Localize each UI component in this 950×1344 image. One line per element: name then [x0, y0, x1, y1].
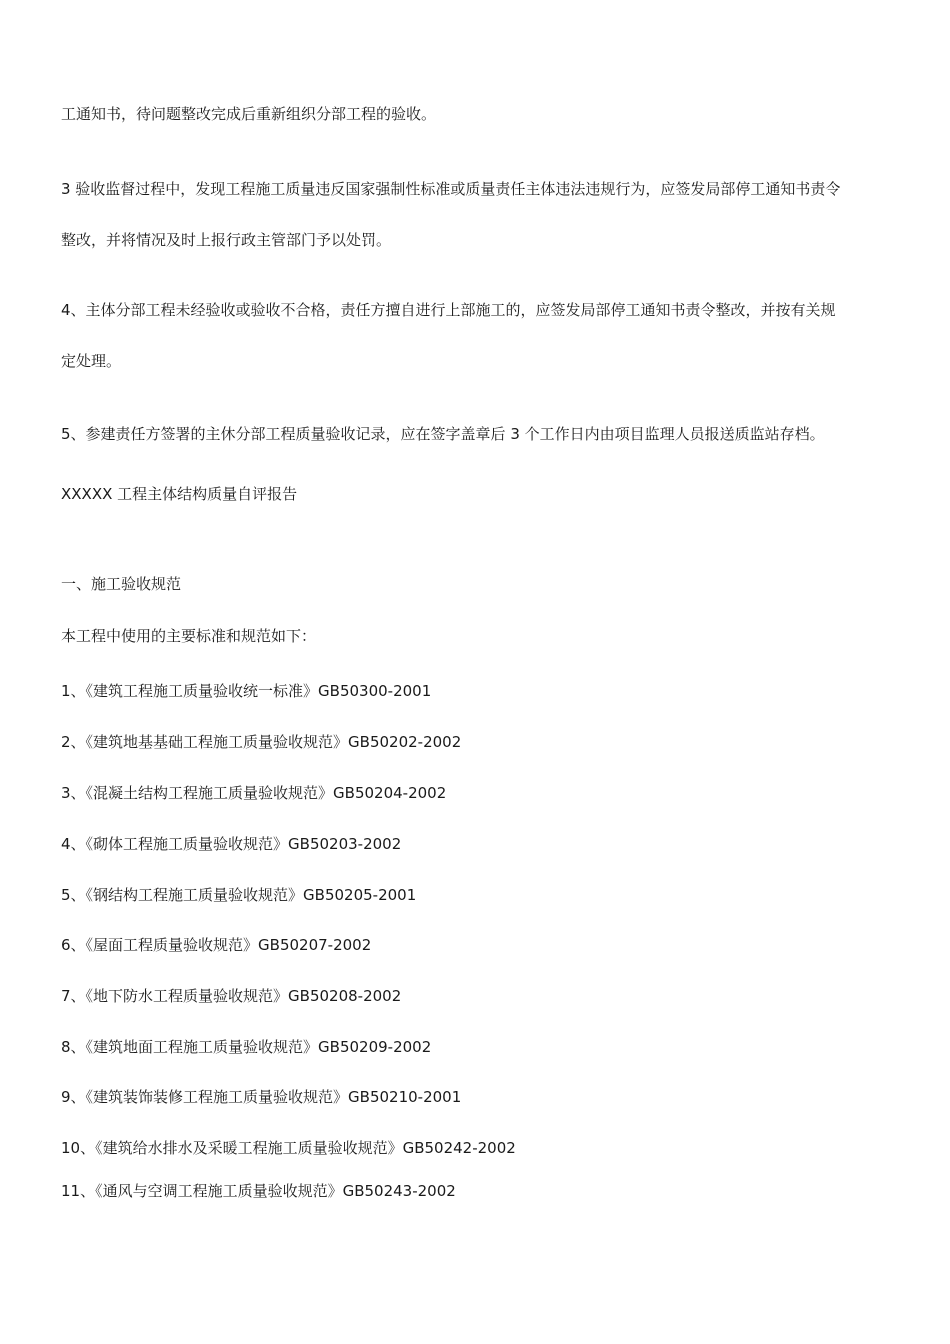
standard-item: 9、《建筑装饰装修工程施工质量验收规范》GB50210-2001 — [61, 1088, 462, 1106]
standard-item: 3、《混凝土结构工程施工质量验收规范》GB50204-2002 — [61, 784, 447, 802]
standard-item: 11、《通风与空调工程施工质量验收规范》GB50243-2002 — [61, 1182, 456, 1200]
report-title: XXXXX 工程主体结构质量自评报告 — [61, 485, 298, 503]
paragraph-continuation: 工通知书，待问题整改完成后重新组织分部工程的验收。 — [61, 105, 437, 123]
section-intro: 本工程中使用的主要标准和规范如下： — [61, 627, 317, 645]
standard-item: 4、《砌体工程施工质量验收规范》GB50203-2002 — [61, 835, 402, 853]
standard-item: 1、《建筑工程施工质量验收统一标准》GB50300-2001 — [61, 682, 432, 700]
paragraph-3-line-2: 整改，并将情况及时上报行政主管部门予以处罚。 — [61, 231, 392, 249]
paragraph-4-line-2: 定处理。 — [61, 352, 122, 370]
paragraph-4-line-1: 4、主体分部工程未经验收或验收不合格，责任方擅自进行上部施工的，应签发局部停工通知书责令整改，并按有关规 — [61, 301, 836, 319]
standard-item: 5、《钢结构工程施工质量验收规范》GB50205-2001 — [61, 886, 417, 904]
paragraph-5: 5、参建责任方签署的主休分部工程质量验收记录，应在签字盖章后 3 个工作日内由项目监理人员报送质监站存档。 — [61, 425, 825, 443]
standard-item: 2、《建筑地基基础工程施工质量验收规范》GB50202-2002 — [61, 733, 462, 751]
standard-item: 8、《建筑地面工程施工质量验收规范》GB50209-2002 — [61, 1038, 432, 1056]
standard-item: 10、《建筑给水排水及采暖工程施工质量验收规范》GB50242-2002 — [61, 1139, 516, 1157]
standard-item: 7、《地下防水工程质量验收规范》GB50208-2002 — [61, 987, 402, 1005]
standard-item: 6、《屋面工程质量验收规范》GB50207-2002 — [61, 936, 372, 954]
paragraph-3-line-1: 3 验收监督过程中，发现工程施工质量违反国家强制性标准或质量责任主体违法违规行为，应签发局部停工通知书责令 — [61, 180, 841, 198]
section-heading: 一、施工验收规范 — [61, 575, 182, 593]
